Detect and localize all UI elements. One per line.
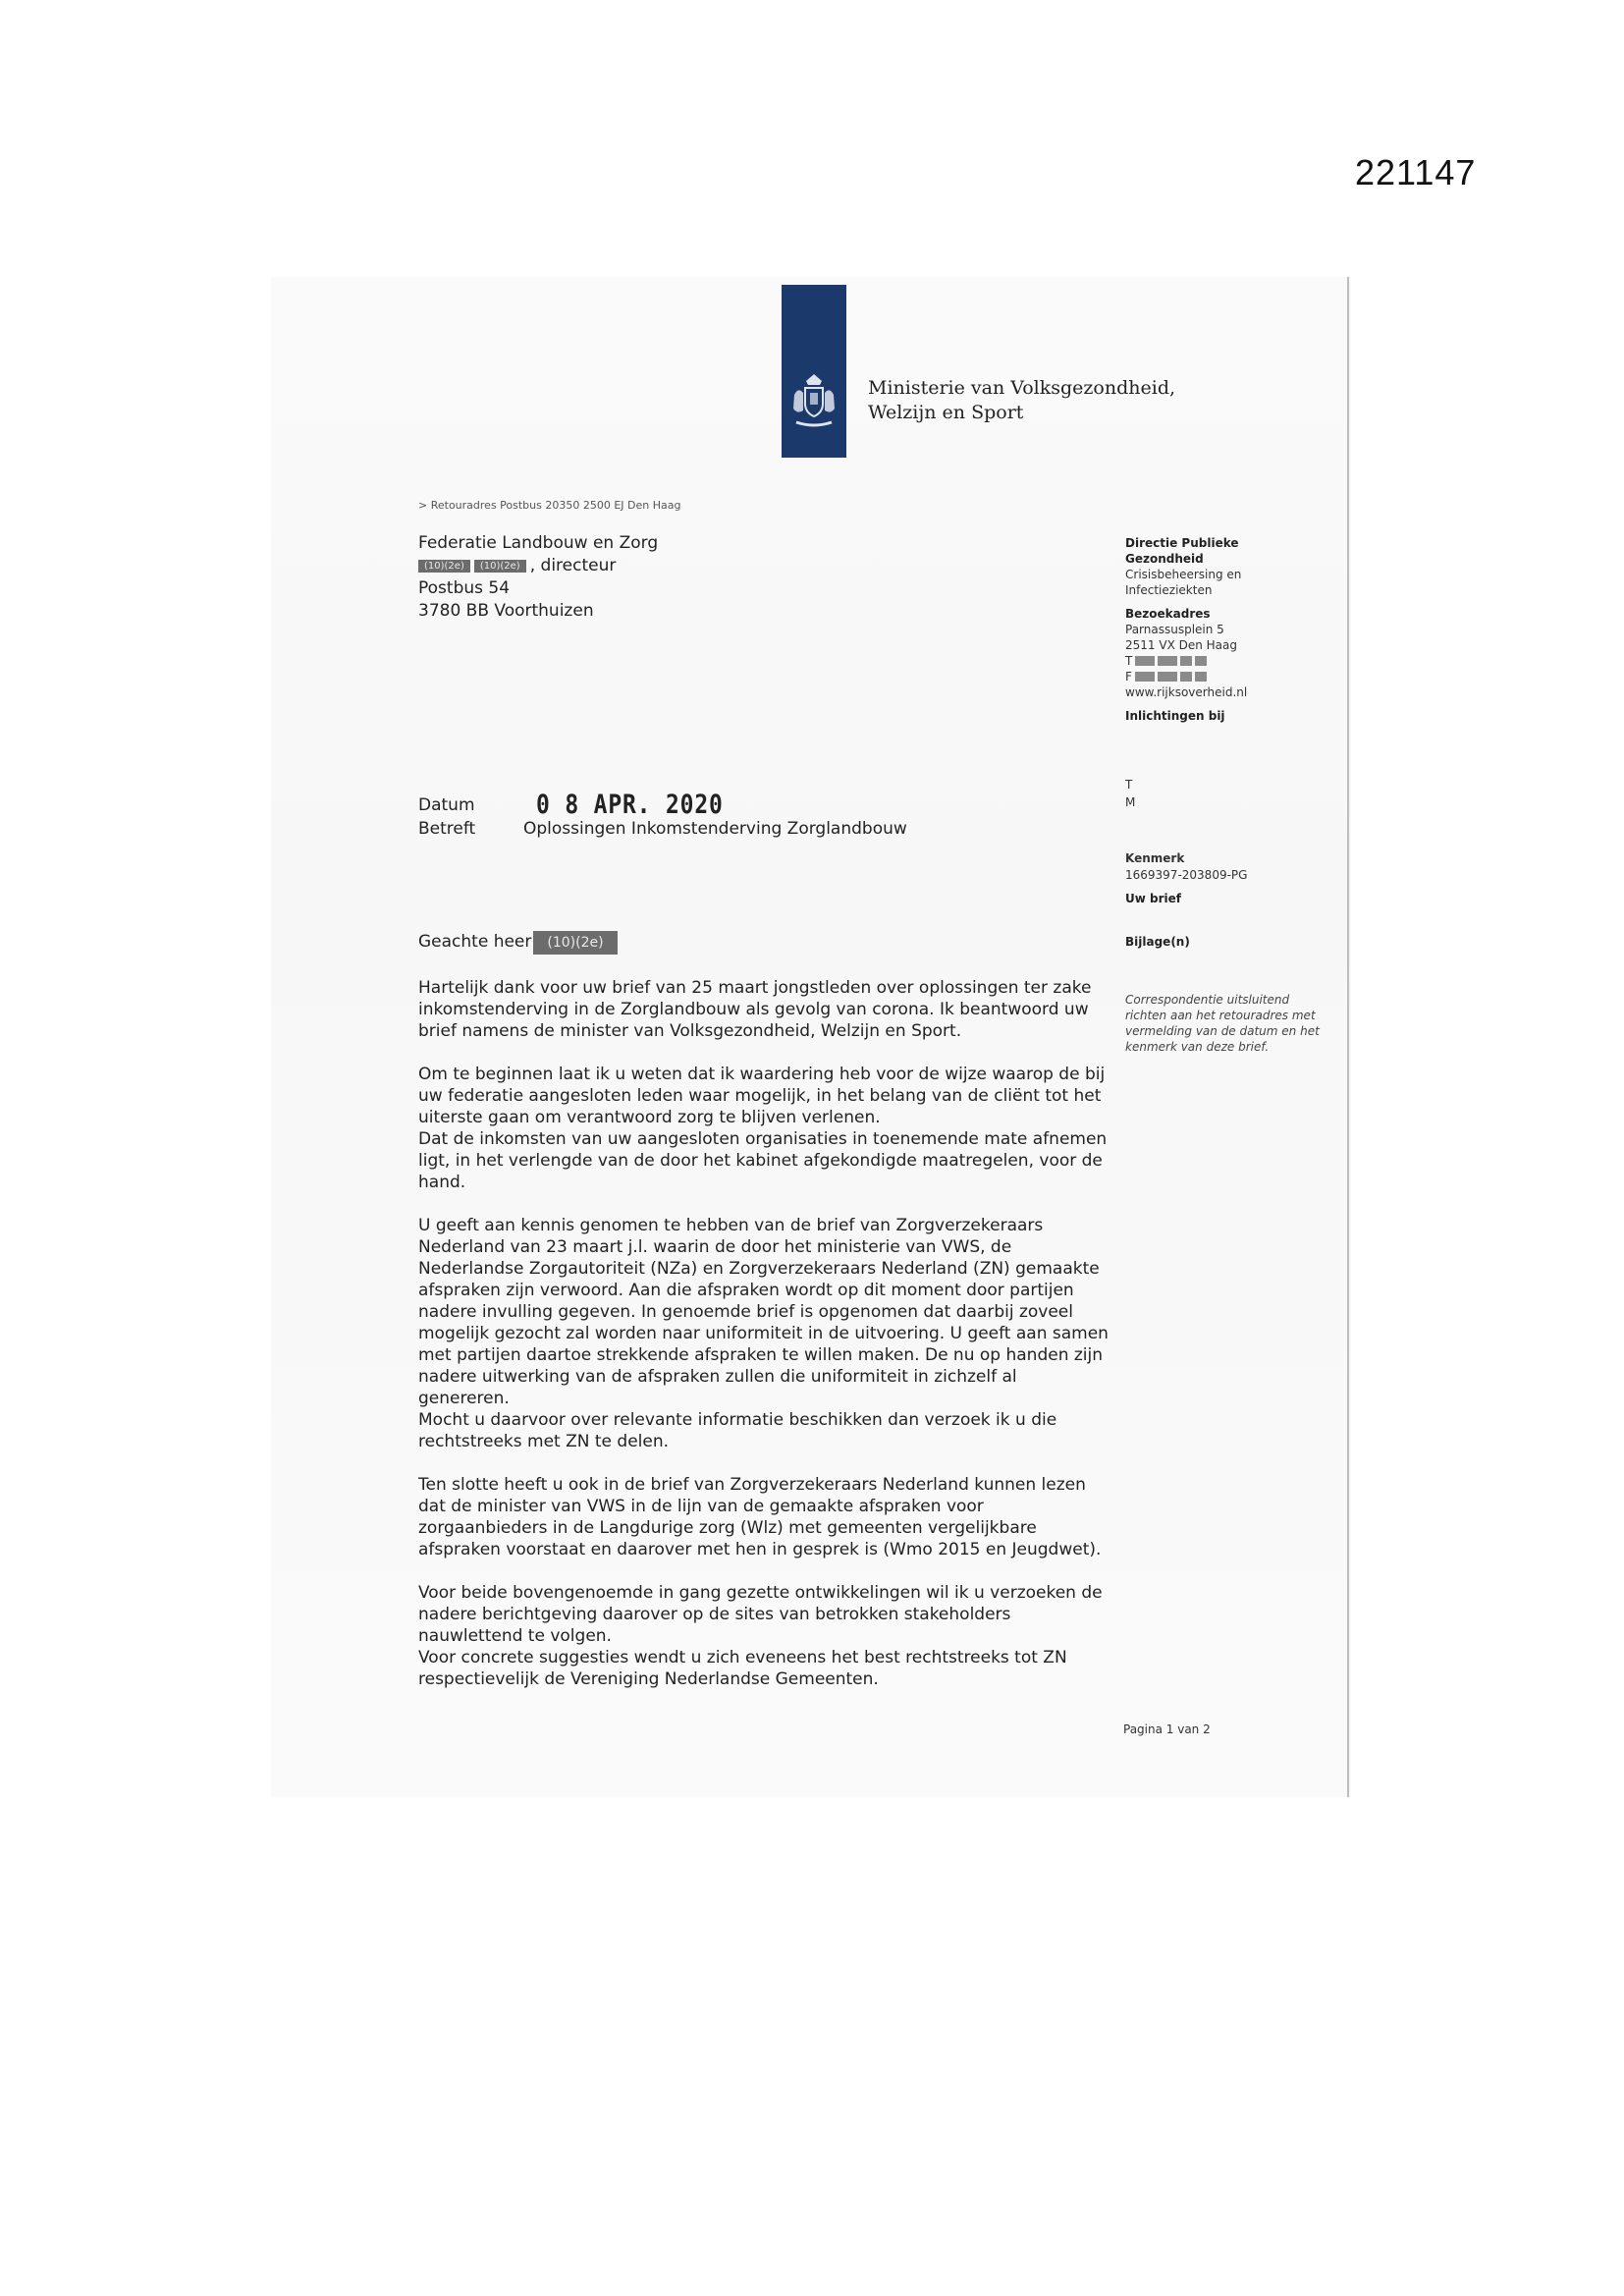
page-footer: Pagina 1 van 2	[1123, 1722, 1211, 1736]
redaction-box	[1135, 656, 1155, 666]
bezoekadres-street: Parnassusplein 5	[1125, 623, 1224, 636]
correspondence-note: Correspondentie uitsluitend richten aan het retouradres met vermelding van de datum en het kenmerk van deze brief.	[1125, 993, 1320, 1054]
datum-stamp: 0 8 APR. 2020	[536, 790, 724, 820]
betreft-label: Betreft	[418, 819, 476, 839]
afdeling-line1: Crisisbeheersing en	[1125, 568, 1242, 581]
body-paragraph-3: U geeft aan kennis genomen te hebben van de brief van Zorgverzekeraars Nederland van 23 maart j.l. waarin de door het ministerie van VWS, de Nederlandse Zorgautoriteit (NZa) en Zorgverzekeraars Nederland (ZN) gemaakte afspraken zijn verwoord. Aan die afspraken wordt op dit moment door partijen nadere invulling gegeven. In genoemde brief is opgenomen dat daarbij zoveel mogelijk gezocht zal worden naar uniformiteit in de uitvoering. U geeft aan samen met partijen daartoe strekkende afspraken te willen maken. De nu op handen zijn nadere uitwerking van de afspraken zullen die uniformiteit in zichzelf al genereren. Mocht u daarvoor over relevante informatie beschikken dan verzoek ik u die rechtstreeks met ZN te delen.	[418, 1216, 1109, 1451]
bezoekadres-postal: 2511 VX Den Haag	[1125, 638, 1237, 652]
redaction-box: (10)(2e)	[533, 931, 617, 955]
redaction-box	[1158, 656, 1177, 666]
bezoekadres-label: Bezoekadres	[1125, 607, 1211, 621]
redaction-box	[1180, 656, 1192, 666]
ministry-name	[868, 376, 1175, 425]
kenmerk-block	[1125, 850, 1247, 884]
website-link[interactable]: www.rijksoverheid.nl	[1125, 685, 1248, 699]
contact-m-label: M	[1125, 795, 1136, 809]
return-address: > Retouradres Postbus 20350 2500 EJ Den Haag	[418, 499, 681, 512]
afdeling-line2: Infectieziekten	[1125, 583, 1213, 597]
kenmerk-value: 1669397-203809-PG	[1125, 868, 1248, 882]
phone-label: T	[1125, 654, 1133, 668]
fax-label: F	[1125, 670, 1132, 683]
recipient-role: , directeur	[529, 556, 617, 575]
recipient-name-line	[418, 555, 658, 577]
fax-line	[1125, 669, 1322, 684]
recipient-organisation: Federatie Landbouw en Zorg	[418, 533, 659, 553]
sender-sidebar	[1125, 535, 1322, 724]
salutation-text: Geachte heer	[418, 932, 532, 952]
recipient-postbus: Postbus 54	[418, 578, 511, 598]
redaction-box: (10)(2e)	[474, 560, 526, 573]
coat-of-arms-icon	[788, 371, 839, 434]
inlichtingen-label: Inlichtingen bij	[1125, 709, 1225, 723]
recipient-city: 3780 BB Voorthuizen	[418, 601, 594, 621]
redaction-box: (10)(2e)	[418, 560, 470, 573]
body-paragraph-1: Hartelijk dank voor uw brief van 25 maart jongstleden over oplossingen ter zake inkomstenderving in de Zorglandbouw als gevolg van corona. Ik beantwoord uw brief namens de minister van Volksgezondheid, Welzijn en Sport.	[418, 978, 1092, 1041]
directie-line2: Gezondheid	[1125, 552, 1204, 566]
uw-brief-label: Uw brief	[1125, 892, 1181, 905]
redaction-box	[1180, 672, 1192, 682]
letter-body	[418, 977, 1110, 1712]
datum-label: Datum	[418, 795, 475, 815]
redaction-box	[1158, 672, 1177, 682]
body-paragraph-2: Om te beginnen laat ik u weten dat ik waardering heb voor de wijze waarop de bij uw federatie aangesloten leden waar mogelijk, in het belang van de cliënt tot het uiterste gaan om verantwoord zorg te blijven verlenen. Dat de inkomsten van uw aangesloten organisaties in toenemende mate afnemen ligt, in het verlengde van de door het kabinet afgekondigde maatregelen, voor de hand.	[418, 1065, 1108, 1192]
bijlagen-label: Bijlage(n)	[1125, 935, 1190, 949]
body-paragraph-5: Voor beide bovengenoemde in gang gezette ontwikkelingen wil ik u verzoeken de nadere berichtgeving daarover op de sites van betrokken stakeholders nauwlettend te volgen. Voor concrete suggesties wendt u zich eveneens het best rechtstreeks tot ZN respectievelijk de Vereniging Nederlandse Gemeenten.	[418, 1583, 1103, 1689]
salutation	[418, 931, 622, 955]
phone-line	[1125, 653, 1322, 669]
redaction-box	[1135, 672, 1155, 682]
ministry-name-line1: Ministerie van Volksgezondheid,	[868, 377, 1176, 399]
document-number: 221147	[1355, 152, 1477, 192]
body-paragraph-4: Ten slotte heeft u ook in de brief van Zorgverzekeraars Nederland kunnen lezen dat de minister van VWS in de lijn van de gemaakte afspraken voor zorgaanbieders in de Langdurige zorg (Wlz) met gemeenten vergelijkbare afspraken voorstaat en daarover met hen in gesprek is (Wmo 2015 en Jeugdwet).	[418, 1475, 1102, 1559]
directie-line1: Directie Publieke	[1125, 536, 1239, 550]
redaction-box	[1195, 672, 1207, 682]
redaction-box	[1195, 656, 1207, 666]
recipient-address	[418, 532, 658, 623]
betreft-value: Oplossingen Inkomstenderving Zorglandbouw	[523, 819, 907, 839]
kenmerk-label: Kenmerk	[1125, 851, 1185, 865]
contact-tm	[1125, 776, 1135, 811]
contact-t-label: T	[1125, 778, 1133, 792]
ministry-name-line2: Welzijn en Sport	[868, 402, 1024, 423]
sheet-edge	[1347, 277, 1349, 1797]
